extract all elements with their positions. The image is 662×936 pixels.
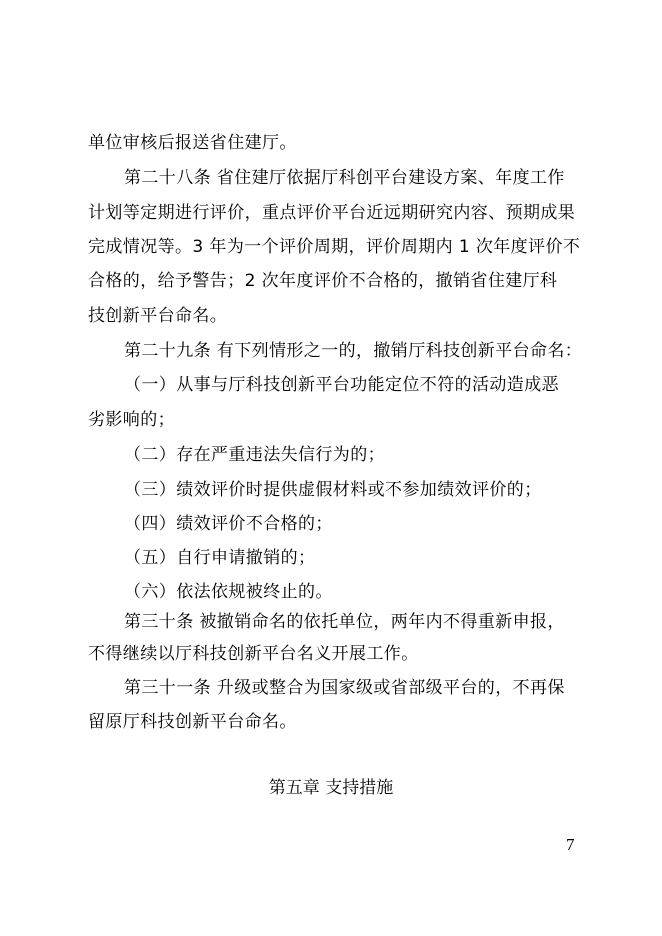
chapter-heading: 第五章 支持措施 bbox=[268, 778, 394, 798]
item-6: （六）依法依规被终止的。 bbox=[124, 582, 333, 602]
item-1-line-2: 劣影响的； bbox=[88, 410, 175, 430]
article-28-line-1: 第二十八条 省住建厅依据厅科创平台建设方案、年度工作 bbox=[124, 168, 565, 188]
article-30-line-2: 不得继续以厅科技创新平台名义开展工作。 bbox=[88, 644, 419, 664]
article-31-line-2: 留原厅科技创新平台命名。 bbox=[88, 712, 297, 732]
item-2: （二）存在严重违法失信行为的； bbox=[124, 445, 385, 465]
article-30-line-1: 第三十条 被撤销命名的依托单位，两年内不得重新申报， bbox=[124, 612, 565, 632]
page-number: 7 bbox=[566, 835, 575, 854]
article-31-line-1: 第三十一条 升级或整合为国家级或省部级平台的，不再保 bbox=[124, 678, 565, 698]
article-28-line-2: 计划等定期进行评价，重点评价平台近远期研究内容、预期成果 bbox=[88, 203, 576, 223]
text-line-1: 单位审核后报送省住建厅。 bbox=[88, 133, 297, 153]
article-28-line-5: 技创新平台命名。 bbox=[88, 306, 228, 326]
item-1-line-1: （一）从事与厅科技创新平台功能定位不符的活动造成恶 bbox=[124, 375, 559, 395]
item-3: （三）绩效评价时提供虚假材料或不参加绩效评价的； bbox=[124, 480, 542, 500]
article-29-line-1: 第二十九条 有下列情形之一的，撤销厅科技创新平台命名： bbox=[124, 341, 583, 361]
item-4: （四）绩效评价不合格的； bbox=[124, 514, 333, 534]
article-28-line-4: 合格的，给予警告；2 次年度评价不合格的，撤销省住建厅科 bbox=[88, 271, 558, 291]
article-28-line-3: 完成情况等。3 年为一个评价周期，评价周期内 1 次年度评价不 bbox=[88, 237, 581, 257]
item-5: （五）自行申请撤销的； bbox=[124, 548, 316, 568]
